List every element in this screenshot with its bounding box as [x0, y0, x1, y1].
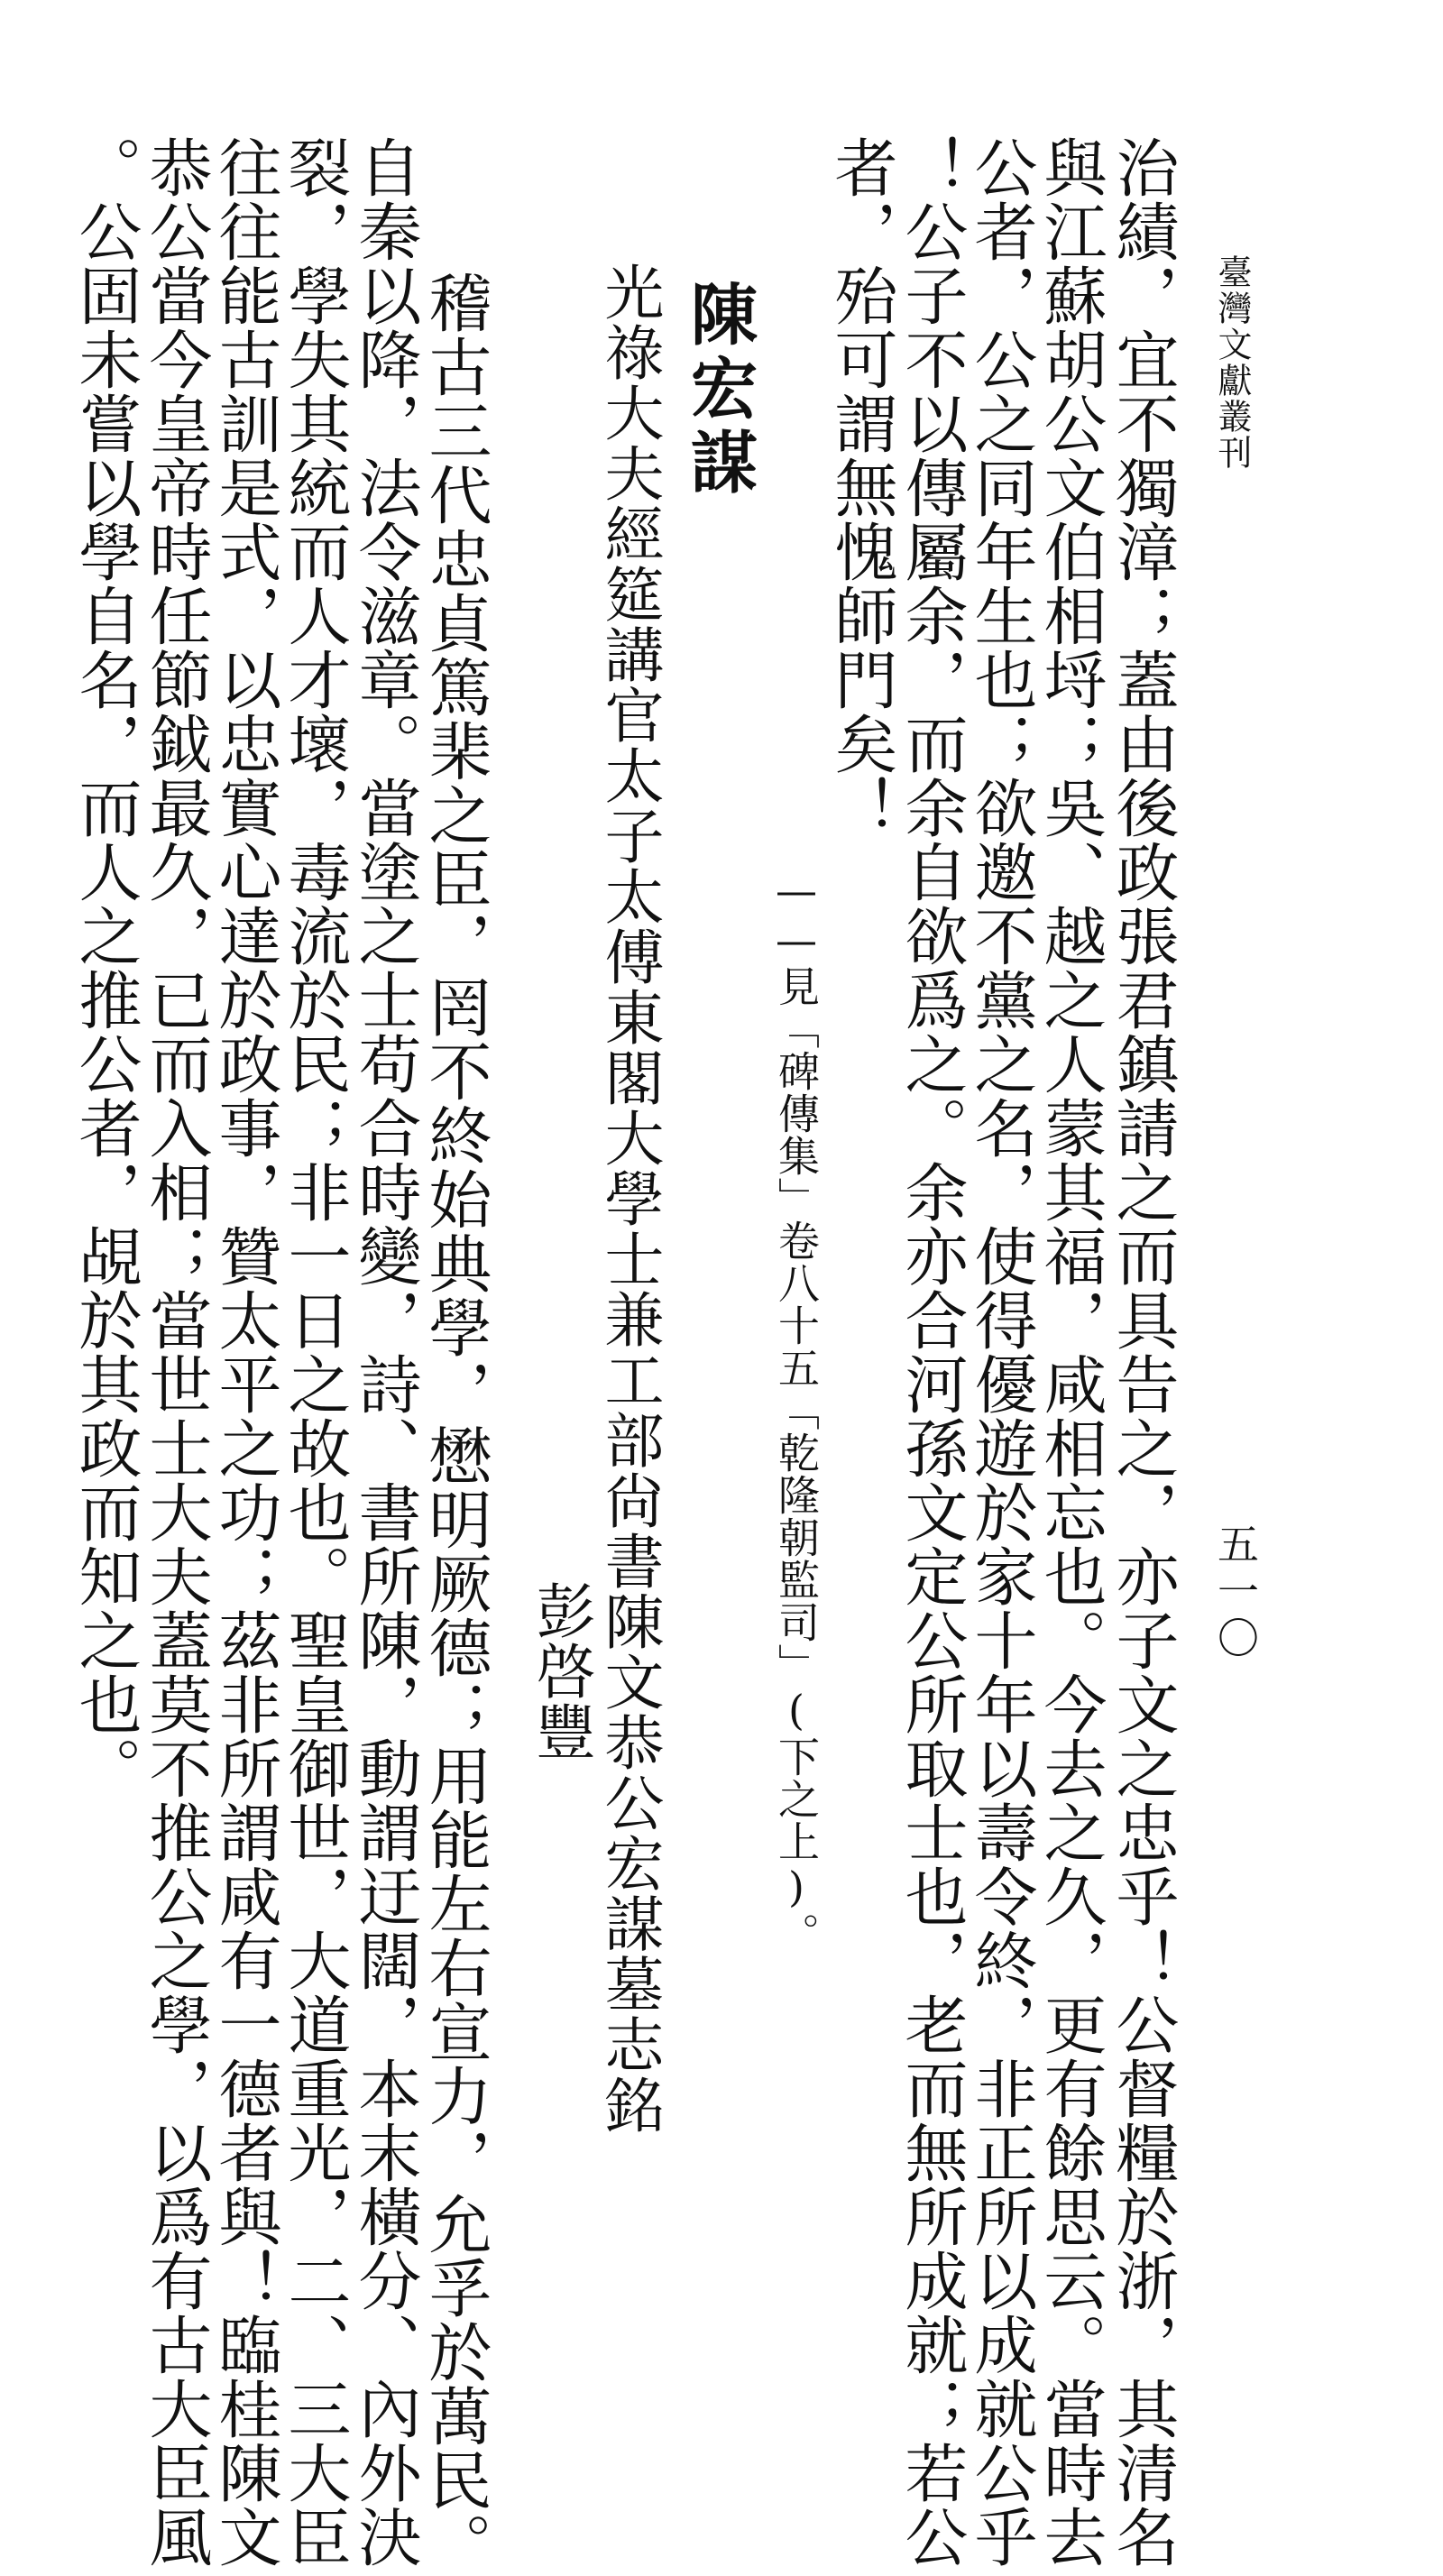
previous-text-line-4: ！公子不以傳屬余，而余自欲爲之。余亦合河孫文定公所取士也，老而無所成就；若公 [895, 135, 969, 2569]
running-title: 臺灣文獻叢刊 [1212, 254, 1252, 471]
previous-text-line-3: 公者，公之同年生也；欲邀不黨之名，使得優遊於家十年以壽令終，非正所以成就公乎 [964, 135, 1038, 2569]
previous-text-line-1: 治績，宜不獨漳；蓋由後政張君鎮請之而具告之，亦子文之忠乎！公督糧於浙，其清名 [1106, 135, 1180, 2569]
epitaph-title: 光祿大夫經筵講官太子太傅東閣大學士兼工部尙書陳文恭公宏謀墓志銘 [594, 262, 664, 2135]
body-line-1: 稽古三代忠貞篤棐之臣，罔不終始典學，懋明厥德；用能左右宣力，允孚於萬民。 [418, 271, 492, 2576]
source-note: ——見「碑傳集」卷八十五「乾隆朝監司」(下之上)。 [772, 866, 821, 1955]
author-name: 彭啓豐 [526, 1580, 595, 1762]
body-line-2: 自秦以降，法令滋章。當塗之士苟合時變，詩、書所陳，動謂迂闊，本末橫分、內外決 [348, 135, 422, 2569]
previous-text-line-2: 與江蘇胡公文伯相埒；吳、越之人蒙其福，咸相忘也。今去之久，更有餘思云。當時去 [1034, 135, 1108, 2569]
previous-text-line-5: 者，殆可謂無愧師門矣！ [824, 135, 898, 840]
body-line-3: 裂，學失其統而人才壞，毒流於民；非一日之故也。聖皇御世，大道重光，二、三大臣 [278, 135, 352, 2569]
section-title: 陳宏謀 [680, 280, 758, 501]
body-line-4: 往往能古訓是式，以忠實心達於政事，贊太平之功；茲非所謂咸有一德者與！臨桂陳文 [208, 135, 282, 2569]
page-number: 五一〇 [1211, 1523, 1260, 1663]
body-line-6: 。公固未嘗以學自名，而人之推公者，覘於其政而知之也。 [69, 135, 142, 1800]
body-line-5: 恭公當今皇帝時任節鉞最久，已而入相；當世士大夫蓋莫不推公之學，以爲有古大臣風 [139, 135, 213, 2569]
